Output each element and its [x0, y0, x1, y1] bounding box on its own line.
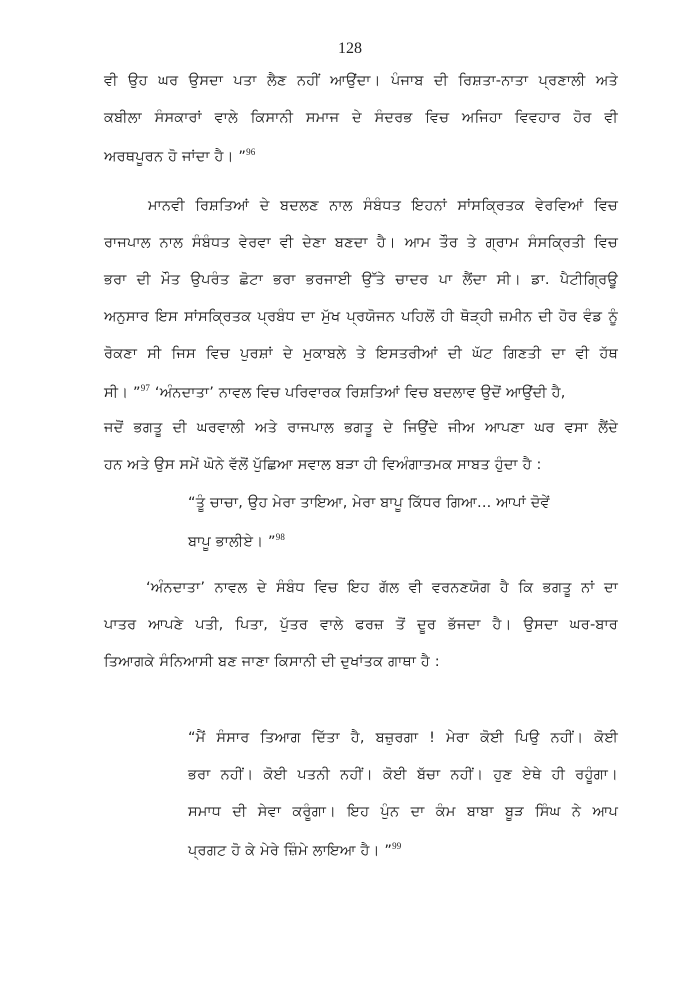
text-line: ਹਨ ਅਤੇ ਉਸ ਸਮੇਂ ਘੋਨੇ ਵੱਲੋਂ ਪੁੱਛਿਆ ਸਵਾਲ ਬੜਾ ਹੀ ਵਿਅੰਗਾਤਮਕ ਸਾਬਤ ਹੁੰਦਾ ਹੈ : — [104, 457, 542, 473]
quote-line: “ਮੈਂ ਸੰਸਾਰ ਤਿਆਗ ਦਿੱਤਾ ਹੈ, ਬਜ਼ੁਰਗਾ ! ਮੇਰਾ ਕੋਈ ਪਿਉ ਨਹੀਂ। ਕੋਈ — [188, 730, 618, 746]
quote-line: ਭਰਾ ਨਹੀਂ। ਕੋਈ ਪਤਨੀ ਨਹੀਂ। ਕੋਈ ਬੱਚਾ ਨਹੀਂ। ਹੁਣ ਏਥੇ ਹੀ ਰਹੂੰਗਾ। — [188, 767, 618, 783]
text-line: ਮਾਨਵੀ ਰਿਸ਼ਤਿਆਂ ਦੇ ਬਦਲਣ ਨਾਲ ਸੰਬੰਧਤ ਇਹਨਾਂ ਸਾਂਸਕ੍ਰਿਤਕ ਵੇਰਵਿਆਂ ਵਿਚ — [148, 198, 618, 214]
text-line: ਭਰਾ ਦੀ ਮੌਤ ਉਪਰੰਤ ਛੋਟਾ ਭਰਾ ਭਰਜਾਈ ਉੱਤੇ ਚਾਦਰ ਪਾ ਲੈਂਦਾ ਸੀ। ਡਾ. ਪੈਟੀਗ੍ਰਿਊ — [104, 272, 618, 288]
footnote-ref: 99 — [392, 841, 402, 851]
quote-line: ਪ੍ਰਗਟ ਹੋ ਕੇ ਮੇਰੇ ਜ਼ਿੰਮੇ ਲਾਇਆ ਹੈ। ”$^{99}$ — [188, 841, 402, 859]
text-line: ਜਦੋਂ ਭਗਤੂ ਦੀ ਘਰਵਾਲੀ ਅਤੇ ਰਾਜਪਾਲ ਭਗਤੂ ਦੇ ਜਿਉਂਦੇ ਜੀਅ ਆਪਣਾ ਘਰ ਵਸਾ ਲੈਂਦੇ — [104, 420, 618, 436]
text-line: ਰੋਕਣਾ ਸੀ ਜਿਸ ਵਿਚ ਪੁਰਸ਼ਾਂ ਦੇ ਮੁਕਾਬਲੇ ਤੇ ਇਸਤਰੀਆਂ ਦੀ ਘੱਟ ਗਿਣਤੀ ਦਾ ਵੀ ਹੱਥ — [104, 346, 618, 362]
text-line: ਕਬੀਲਾ ਸੰਸਕਾਰਾਂ ਵਾਲੇ ਕਿਸਾਨੀ ਸਮਾਜ ਦੇ ਸੰਦਰਭ ਵਿਚ ਅਜਿਹਾ ਵਿਵਹਾਰ ਹੋਰ ਵੀ — [104, 110, 618, 126]
footnote-ref: 98 — [275, 532, 286, 542]
footnote-ref: 96 — [246, 147, 256, 157]
text-line: ‘ਅੰਨਦਾਤਾ’ ਨਾਵਲ ਦੇ ਸੰਬੰਧ ਵਿਚ ਇਹ ਗੱਲ ਵੀ ਵਰਨਣਯੋਗ ਹੈ ਕਿ ਭਗਤੂ ਨਾਂ ਦਾ — [146, 580, 618, 596]
text-line: ਅਰਥਪੂਰਨ ਹੋ ਜਾਂਦਾ ਹੈ। ”$^{96}$ — [104, 147, 256, 165]
text-line: ਸੀ। ”$^{97}$ ‘ਅੰਨਦਾਤਾ’ ਨਾਵਲ ਵਿਚ ਪਰਿਵਾਰਕ ਰਿਸ਼ਤਿਆਂ ਵਿਚ ਬਦਲਾਵ ਉਦੋਂ ਆਉਂਦੀ ਹੈ, — [104, 383, 566, 401]
page-number: 128 — [338, 40, 362, 57]
text-line: ਵੀ ਉਹ ਘਰ ਉਸਦਾ ਪਤਾ ਲੈਣ ਨਹੀਂ ਆਉਂਦਾ। ਪੰਜਾਬ ਦੀ ਰਿਸ਼ਤਾ-ਨਾਤਾ ਪ੍ਰਣਾਲੀ ਅਤੇ — [104, 73, 618, 89]
quote-line: ਸਮਾਧ ਦੀ ਸੇਵਾ ਕਰੂੰਗਾ। ਇਹ ਪੁੰਨ ਦਾ ਕੰਮ ਬਾਬਾ ਬੂੜ ਸਿੰਘ ਨੇ ਆਪ — [188, 804, 618, 820]
quote-line: “ਤੂੰ ਚਾਚਾ, ਉਹ ਮੇਰਾ ਤਾਇਆ, ਮੇਰਾ ਬਾਪੂ ਕਿੱਧਰ ਗਿਆ... ਆਪਾਂ ਦੋਵੇਂ — [188, 495, 550, 511]
text-line: ਤਿਆਗਕੇ ਸੰਨਿਆਸੀ ਬਣ ਜਾਣਾ ਕਿਸਾਨੀ ਦੀ ਦੁਖਾਂਤਕ ਗਾਥਾ ਹੈ : — [104, 654, 440, 670]
text-line: ਅਨੁਸਾਰ ਇਸ ਸਾਂਸਕ੍ਰਿਤਕ ਪ੍ਰਬੰਧ ਦਾ ਮੁੱਖ ਪ੍ਰਯੋਜਨ ਪਹਿਲੋਂ ਹੀ ਥੋੜ੍ਹੀ ਜ਼ਮੀਨ ਦੀ ਹੋਰ ਵੰਡ ਨੂੰ — [104, 309, 618, 325]
quote-line: ਬਾਪੂ ਭਾਲੀਏ। ”$^{98}$ — [188, 532, 286, 550]
footnote-ref: 97 — [140, 383, 151, 393]
text-line: ਰਾਜਪਾਲ ਨਾਲ ਸੰਬੰਧਤ ਵੇਰਵਾ ਵੀ ਦੇਣਾ ਬਣਦਾ ਹੈ। ਆਮ ਤੌਰ ਤੇ ਗ੍ਰਾਮ ਸੰਸਕ੍ਰਿਤੀ ਵਿਚ — [104, 235, 618, 251]
text-line: ਪਾਤਰ ਆਪਣੇ ਪਤੀ, ਪਿਤਾ, ਪੁੱਤਰ ਵਾਲੇ ਫਰਜ਼ ਤੋਂ ਦੂਰ ਭੱਜਦਾ ਹੈ। ਉਸਦਾ ਘਰ-ਬਾਰ — [104, 617, 618, 633]
